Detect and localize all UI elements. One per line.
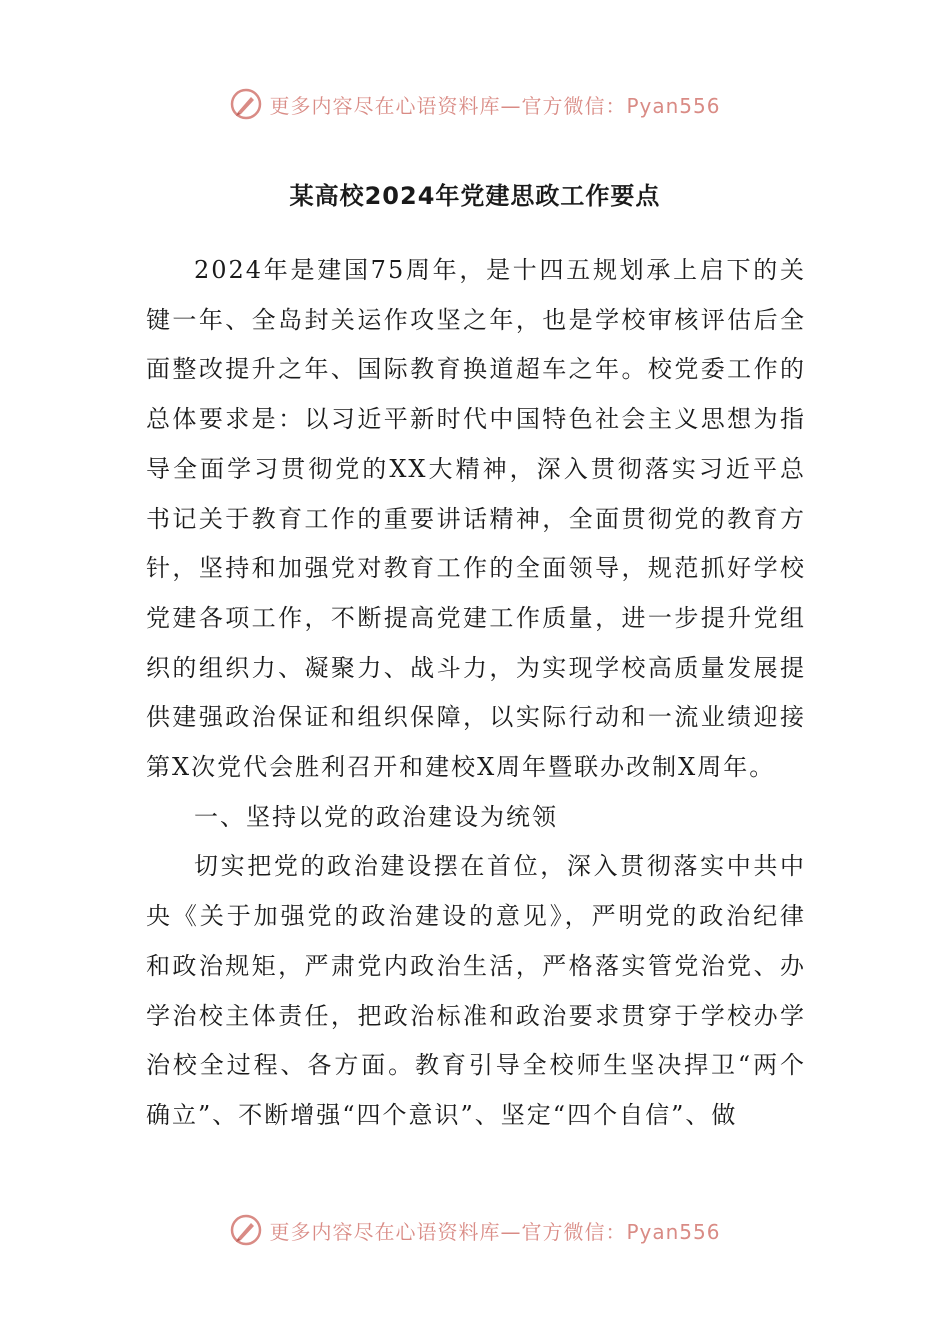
paragraph-section-1: 切实把党的政治建设摆在首位，深入贯彻落实中共中央《关于加强党的政治建设的意见》，严明党的政治纪律和政治规矩，严肃党内政治生活，严格落实管党治党、办学治校主体责任，把政治标准和政治要求贯穿于学校办学治校全过程、各方面。教育引导全校师生坚决捍卫“两个确立”、不断增强“四个意识”、坚定“四个自信”、做 — [146, 852, 806, 1129]
watermark-text: 更多内容尽在心语资料库—官方微信：Pyan556 — [269, 93, 721, 118]
section-heading-1: 一、坚持以党的政治建设为统领 — [194, 802, 558, 831]
pen-circle-logo-icon — [229, 1213, 263, 1247]
watermark-header — [0, 84, 950, 124]
paragraph-intro: 2024年是建国75周年，是十四五规划承上启下的关键一年、全岛封关运作攻坚之年，也是学校审核评估后全面整改提升之年、国际教育换道超车之年。校党委工作的总体要求是：以习近平新时代中国特色社会主义思想为指导全面学习贯彻党的XX大精神，深入贯彻落实习近平总书记关于教育工作的重要讲话精神，全面贯彻党的教育方针，坚持和加强党对教育工作的全面领导，规范抓好学校党建各项工作，不断提高党建工作质量，进一步提升党组织的组织力、凝聚力、战斗力，为实现学校高质量发展提供建强政治保证和组织保障，以实际行动和一流业绩迎接第X次党代会胜利召开和建校X周年暨联办改制X周年。 — [146, 256, 806, 782]
pen-circle-logo-icon — [229, 87, 263, 121]
document-title: 某高校2024年党建思政工作要点 — [289, 182, 661, 210]
document-body — [146, 246, 806, 1141]
watermark-text: 更多内容尽在心语资料库—官方微信：Pyan556 — [269, 1219, 721, 1244]
watermark-footer — [0, 1210, 950, 1250]
